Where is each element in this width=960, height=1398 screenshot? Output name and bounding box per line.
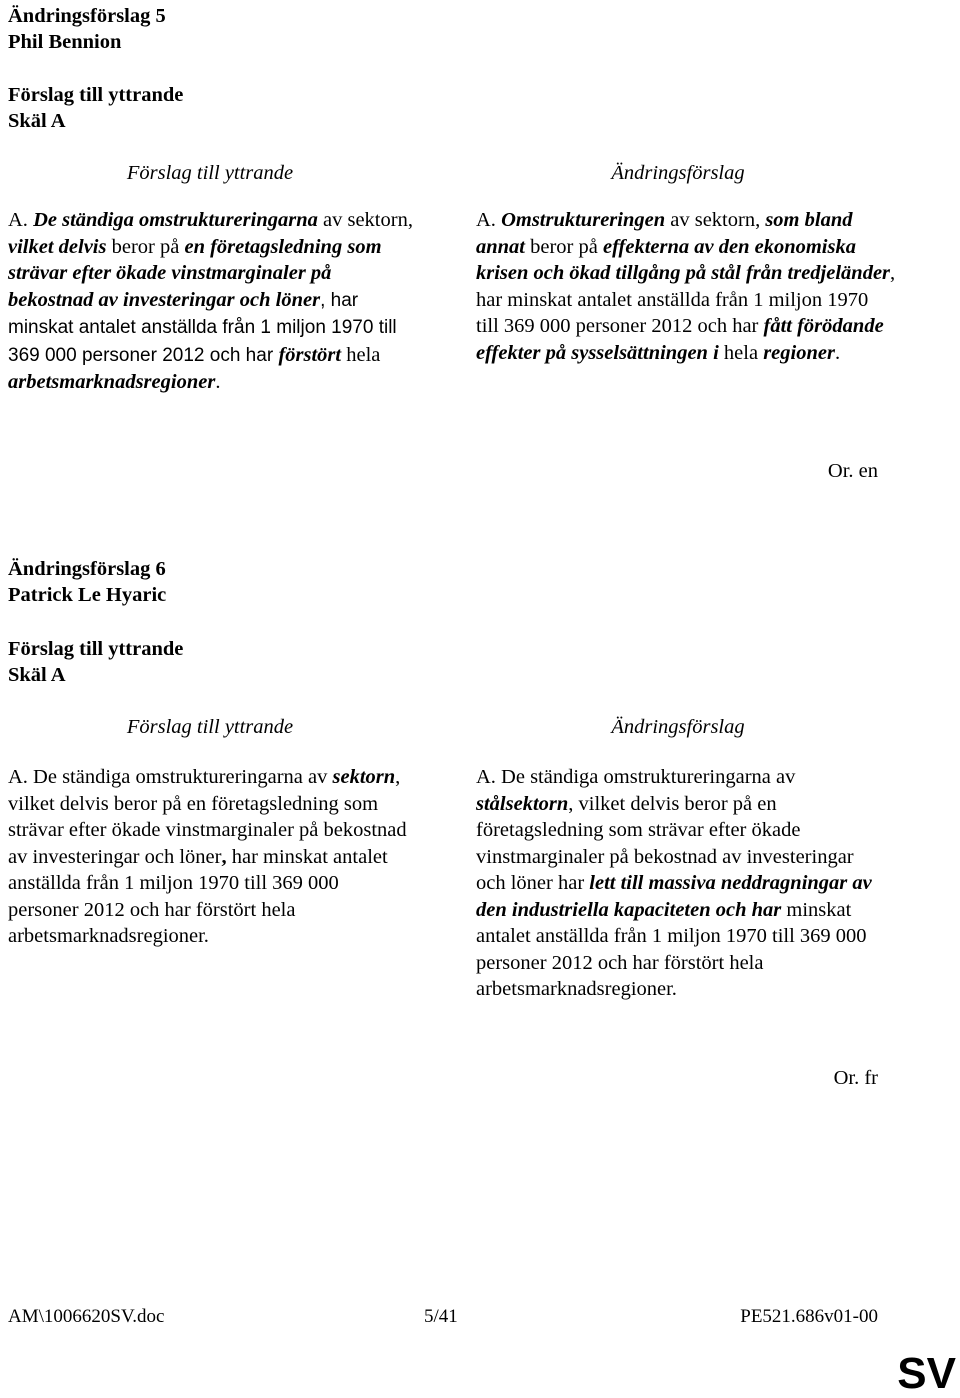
text-segment: effekterna av den ekonomiska krisen och ökad tillgång på stål från tredjeländer — [476, 235, 891, 284]
text-segment: , vilket delvis beror på en företagsledning som strävar efter ökade vinstmarginaler på bekostnad av investeringar och löner — [8, 766, 407, 868]
text-segment: en företagsledning som strävar efter ökade vinstmarginaler på bekostnad av investeringar och löner — [8, 235, 382, 311]
text-segment: A. De ständiga omstruktureringarna av — [8, 766, 333, 788]
amendment-5-right-column-header: Ändringsförslag — [611, 162, 745, 184]
text-segment: , har minskat antalet anställda från 1 miljon 1970 till 369 000 personer 2012 och har — [8, 289, 397, 366]
text-segment: lett till massiva neddragningar av den industriella kapaciteten och har — [476, 872, 872, 921]
text-segment: . — [834, 341, 841, 364]
text-segment: , har minskat antalet anställda från 1 miljon 1970 till 369 000 personer 2012 och har — [476, 262, 896, 337]
text-segment: som bland annat — [476, 209, 853, 258]
text-segment: , — [221, 845, 227, 868]
text-segment: De ständiga omstruktureringarna — [33, 209, 318, 231]
footer-doc-ref: AM\1006620SV.doc — [8, 1306, 165, 1327]
text-segment: sektorn — [332, 766, 396, 788]
amendment-5-author: Phil Bennion — [8, 31, 122, 53]
text-segment: regioner — [763, 341, 835, 364]
amendment-6-author: Patrick Le Hyaric — [8, 584, 167, 606]
amendment-6-subtitle: Förslag till yttrande — [8, 638, 184, 660]
amendment-6-left-text — [8, 764, 413, 950]
text-segment: minskat antalet anställda från 1 miljon 1970 till 369 000 personer 2012 och har förstört hela arbetsmarknadsregioner. — [476, 898, 867, 1000]
text-segment: Omstruktureringen — [501, 209, 666, 231]
text-segment: stål — [476, 792, 506, 815]
text-segment: arbetsmarknadsregioner — [8, 371, 216, 393]
footer-page-number: 5/41 — [424, 1306, 458, 1327]
amendment-6-left-column-header: Förslag till yttrande — [126, 716, 294, 738]
text-segment: av sektorn, — [317, 209, 413, 231]
text-segment: av sektorn, — [665, 209, 766, 231]
text-segment: har minskat antalet anställda från 1 miljon 1970 till 369 000 personer 2012 och har förstört hela arbetsmarknadsregioner. — [8, 845, 388, 947]
text-segment: A. — [476, 209, 502, 231]
text-segment: . — [215, 371, 221, 393]
amendment-5-recital: Skäl A — [8, 110, 66, 132]
text-segment: beror på — [106, 235, 185, 258]
text-segment: vilket delvis — [8, 235, 107, 258]
amendment-5-left-column-header: Förslag till yttrande — [126, 162, 294, 184]
text-segment: A. De ständiga omstruktureringarna av — [476, 766, 796, 788]
text-segment: beror på — [525, 235, 603, 258]
amendment-6-right-column-header: Ändringsförslag — [611, 716, 745, 738]
text-segment: förstört — [278, 343, 342, 366]
text-segment: fått förödande effekter på sysselsättningen i — [476, 315, 884, 364]
amendment-5-left-text — [8, 207, 413, 396]
amendment-5-title: Ändringsförslag 5 — [8, 5, 166, 27]
amendment-5-original-language: Or. en — [827, 460, 878, 482]
footer-pe-ref: PE521.686v01-00 — [740, 1306, 878, 1327]
amendment-6-right-text — [476, 764, 876, 1003]
text-segment: , vilket delvis beror på en företagsledning som strävar efter ökade vinstmarginaler på bekostnad av investeringar och löner har — [476, 792, 854, 894]
amendment-6-recital: Skäl A — [8, 664, 66, 686]
text-segment: sektorn — [505, 792, 569, 815]
amendment-6-original-language: Or. fr — [833, 1067, 878, 1089]
text-segment: hela — [718, 341, 764, 364]
text-segment: A. — [8, 209, 34, 231]
text-segment: hela — [341, 343, 381, 366]
footer-language-code: SV — [897, 1349, 956, 1398]
amendment-6-title: Ändringsförslag 6 — [8, 558, 166, 580]
amendment-5-right-text — [476, 207, 896, 366]
amendment-5-subtitle: Förslag till yttrande — [8, 84, 184, 106]
